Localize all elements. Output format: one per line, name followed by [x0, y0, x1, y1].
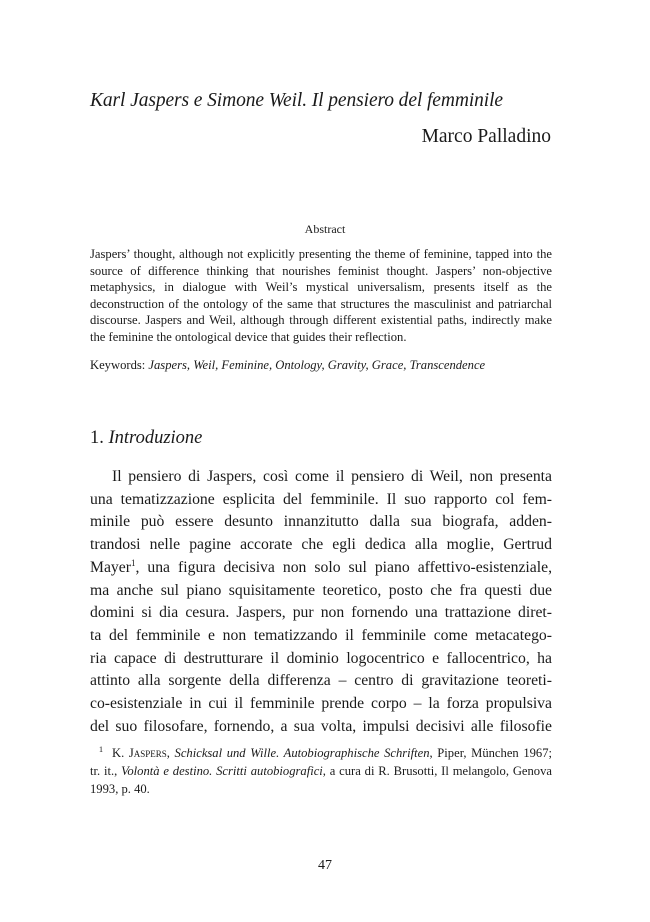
- footnote-title-original: Schicksal und Wille. Autobiographische Schriften: [174, 746, 430, 760]
- body-line: domini si dia cesura. Jaspers, pur non fornendo una trattazione diret-: [90, 604, 552, 622]
- body-line-start: Mayer: [90, 558, 131, 576]
- article-title: Karl Jaspers e Simone Weil. Il pensiero del femminile: [90, 90, 503, 111]
- footnote-author: K. Jaspers: [112, 746, 167, 760]
- body-line: ta del femminile e non tematizzando il femminile come metacatego-: [90, 626, 552, 644]
- body-line: ma anche sul piano squisitamente teoretico, posto che fra questi due: [90, 581, 552, 599]
- body-line: del suo filosofare, fornendo, a sua volta, impulsi decisivi alle filosofie: [90, 717, 552, 735]
- body-line: una tematizzazione esplicita del femminile. Il suo rapporto col fem-: [90, 490, 552, 508]
- footnote-title-translation: Volontà e destino. Scritti autobiografici: [121, 764, 323, 779]
- section-title: Introduzione: [108, 428, 203, 448]
- section-heading: [90, 428, 202, 449]
- footnote-publication-original: , Piper, München 1967; tr. it.,: [90, 746, 552, 779]
- body-line: co-esistenziale in cui il femminile prende corpo – la forza propulsiva: [90, 695, 552, 713]
- body-line: [90, 557, 552, 580]
- body-line: trandosi nelle pagine accorate che egli dedica alla moglie, Gertrud: [90, 536, 552, 554]
- body-paragraph: [90, 466, 552, 738]
- page-number: 47: [318, 858, 332, 873]
- body-line: attinto alla sorgente della differenza – centro di gravitazione teoreti-: [90, 672, 552, 690]
- abstract-heading: Abstract: [304, 222, 346, 236]
- body-line-end: , una figura decisiva non solo sul piano affettivo-esistenziale,: [135, 558, 552, 576]
- body-line: minile può essere desunto innanzitutto dalla sua biografa, adden-: [90, 513, 552, 531]
- keywords: [90, 357, 552, 374]
- body-line: Il pensiero di Jaspers, così come il pensiero di Weil, non presenta: [112, 468, 552, 485]
- footnote-reference[interactable]: 1: [130, 557, 136, 568]
- section-number: 1.: [90, 428, 104, 448]
- footnote-publication-translation: , a cura di R. Brusotti, Il melangolo, Genova 1993, p. 40.: [90, 764, 552, 797]
- author-name: Marco Palladino: [421, 126, 551, 147]
- keywords-terms: Jaspers, Weil, Feminine, Ontology, Gravity, Grace, Transcendence: [148, 358, 486, 372]
- body-line: ria capace di destrutturare il dominio logocentrico e fallocentrico, ha: [90, 649, 552, 667]
- footnote: 1 K. Jaspers, Schicksal und Wille. Autobiographische Schriften, Piper, München 1967; tr. it., Volontà e destino. Scritti autobiografici, a cura di R. Brusotti, Il melangolo, Genova 1993, p. 40.: [90, 743, 552, 797]
- abstract-text: Jaspers’ thought, although not explicitly presenting the theme of feminine, tapped into the source of difference thinking that nourishes feminist thought. Jaspers’ non-objective metaphysics, in dialogue with Weil’s mystical universalism, presents itself as the deconstruction of the ontology of the same that structures the masculinist and patriarchal discourse. Jaspers and Weil, although through different existential paths, indirectly make the feminine the ontological device that guides their reflection.: [90, 247, 552, 344]
- keywords-label: Keywords:: [90, 358, 146, 372]
